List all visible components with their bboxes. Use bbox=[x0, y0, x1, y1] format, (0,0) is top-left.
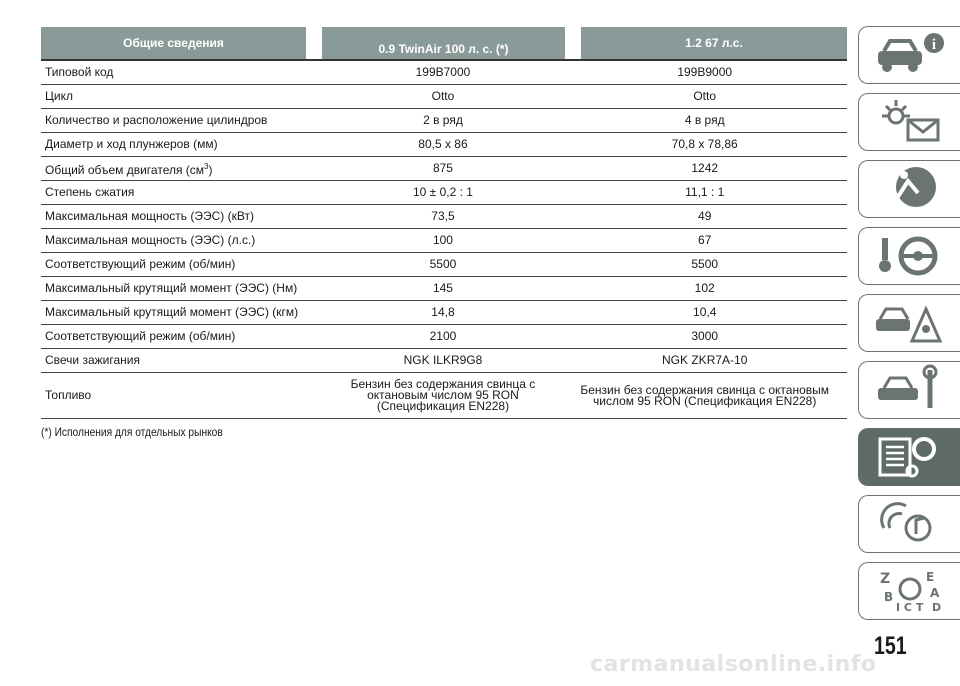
row-value-1-2: 70,8 x 78,86 bbox=[671, 137, 738, 151]
table-row bbox=[41, 229, 847, 253]
row-label: Топливо bbox=[45, 388, 92, 402]
row-value-1-2: 199B9000 bbox=[677, 65, 733, 79]
chapter-tab-key-steering-wheel[interactable] bbox=[858, 227, 960, 285]
chapter-tab-airbag-safety[interactable] bbox=[858, 160, 960, 218]
row-label: Максимальная мощность (ЭЭС) (кВт) bbox=[45, 209, 254, 223]
row-value-twinair: 145 bbox=[432, 281, 453, 295]
row-value-1-2: 1242 bbox=[691, 161, 719, 175]
row-value-twinair: 73,5 bbox=[431, 209, 455, 223]
chapter-tab-alphabetical-index[interactable] bbox=[858, 562, 960, 620]
table-body bbox=[41, 61, 847, 419]
warning-lights-icon bbox=[872, 96, 948, 149]
car-info-icon bbox=[872, 29, 948, 82]
table-row bbox=[41, 133, 847, 157]
row-label: Общий объем двигателя $(см^3)$ bbox=[45, 162, 213, 177]
row-value-1-2: 11,1 : 1 bbox=[685, 185, 725, 199]
row-value-twinair: 10 ± 0,2 : 1 bbox=[412, 185, 473, 199]
svg-text:I C T: I C T bbox=[895, 600, 923, 613]
svg-text:A: A bbox=[929, 585, 939, 600]
table-row bbox=[41, 109, 847, 133]
table-row bbox=[41, 85, 847, 109]
row-label: Соответствующий режим (об/мин) bbox=[45, 329, 236, 343]
row-value-1-2: NGK ZKR7A-10 bbox=[662, 353, 748, 367]
row-value-twinair: 5500 bbox=[429, 257, 457, 271]
row-value-twinair: 100 bbox=[432, 233, 453, 247]
chapter-tab-car-info[interactable] bbox=[858, 26, 960, 84]
row-value-twinair: 2 в ряд bbox=[423, 113, 463, 127]
table-row bbox=[41, 253, 847, 277]
emergency-icon bbox=[872, 297, 948, 350]
row-label: Максимальный крутящий момент (ЭЭС) (Нм) bbox=[45, 281, 298, 295]
row-value-1-2: 5500 bbox=[691, 257, 719, 271]
key-steering-wheel-icon bbox=[872, 230, 948, 283]
row-value-1-2: 102 bbox=[694, 281, 715, 295]
table-row bbox=[41, 349, 847, 373]
svg-text:i: i bbox=[931, 36, 936, 53]
row-value-twinair: Бензин без содержания свинца с октановым числом 95 RON (Спецификация EN228) bbox=[350, 377, 536, 413]
row-value-twinair: NGK ILKR9G8 bbox=[403, 353, 483, 367]
row-label: Типовой код bbox=[45, 65, 114, 79]
chapter-tab-car-maintenance[interactable] bbox=[858, 361, 960, 419]
chapter-tab-emergency[interactable] bbox=[858, 294, 960, 352]
svg-text:E: E bbox=[925, 569, 934, 584]
table-row bbox=[41, 373, 847, 419]
alphabetical-index-icon bbox=[872, 565, 948, 618]
table-row bbox=[41, 205, 847, 229]
row-value-1-2: 4 в ряд bbox=[684, 113, 725, 127]
table-row bbox=[41, 277, 847, 301]
car-maintenance-icon bbox=[872, 364, 948, 417]
row-value-twinair: 875 bbox=[432, 161, 453, 175]
row-value-twinair: 80,5 x 86 bbox=[418, 137, 468, 151]
chapter-tab-multimedia[interactable] bbox=[858, 495, 960, 553]
header-1-2: 1.2 67 л.с. bbox=[581, 27, 847, 59]
row-label: Диаметр и ход плунжеров (мм) bbox=[45, 137, 218, 151]
row-value-1-2: 49 bbox=[698, 209, 712, 223]
technical-data-icon bbox=[872, 431, 948, 484]
row-label: Максимальный крутящий момент (ЭЭС) (кгм) bbox=[45, 305, 299, 319]
table-row bbox=[41, 61, 847, 85]
page-number: 151 bbox=[874, 632, 907, 660]
row-value-1-2: Otto bbox=[693, 89, 717, 103]
row-value-twinair: 2100 bbox=[429, 329, 457, 343]
row-label: Соответствующий режим (об/мин) bbox=[45, 257, 236, 271]
row-value-twinair: Otto bbox=[431, 89, 455, 103]
table-row bbox=[41, 301, 847, 325]
row-value-twinair: 199B7000 bbox=[415, 65, 471, 79]
svg-text:Z: Z bbox=[879, 570, 890, 587]
row-label: Количество и расположение цилиндров bbox=[45, 113, 268, 127]
row-value-1-2: 67 bbox=[698, 233, 712, 247]
header-twinair: 0.9 TwinAir 100 л. с. (*) bbox=[322, 27, 565, 59]
row-label: Цикл bbox=[45, 89, 73, 103]
specs-table bbox=[41, 27, 847, 439]
multimedia-icon bbox=[872, 498, 948, 551]
row-label: Степень сжатия bbox=[45, 185, 135, 199]
svg-text:B: B bbox=[883, 589, 893, 604]
svg-text:D: D bbox=[931, 600, 941, 613]
chapter-tabs bbox=[858, 26, 960, 629]
airbag-safety-icon bbox=[872, 163, 948, 216]
row-label: Максимальная мощность (ЭЭС) (л.с.) bbox=[45, 233, 256, 247]
row-label: Свечи зажигания bbox=[45, 353, 140, 367]
footnote: (*) Исполнения для отдельных рынков bbox=[41, 425, 223, 439]
table-row bbox=[41, 181, 847, 205]
row-value-1-2: 10,4 bbox=[693, 305, 717, 319]
row-value-1-2: Бензин без содержания свинца с октановым числом 95 RON (Спецификация EN228) bbox=[580, 382, 830, 408]
header-general: Общие сведения bbox=[41, 27, 306, 59]
table-row bbox=[41, 325, 847, 349]
chapter-tab-technical-data[interactable] bbox=[858, 428, 960, 486]
chapter-tab-warning-lights[interactable] bbox=[858, 93, 960, 151]
table-header bbox=[41, 27, 847, 59]
watermark: carmanualsonline.info bbox=[590, 652, 877, 677]
row-value-twinair: 14,8 bbox=[431, 305, 455, 319]
row-value-1-2: 3000 bbox=[691, 329, 719, 343]
table-row bbox=[41, 157, 847, 181]
